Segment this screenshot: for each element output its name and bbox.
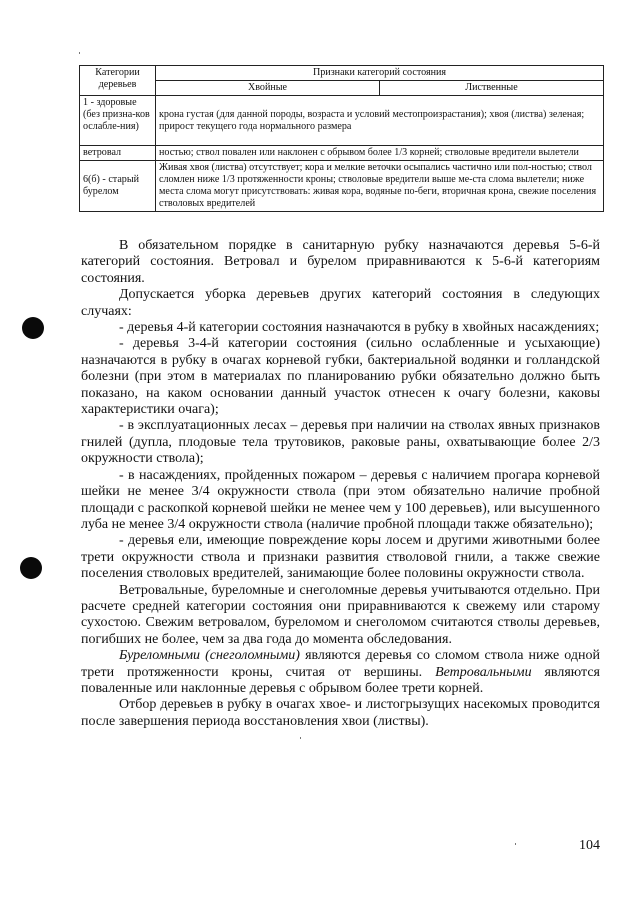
table-cell-category: 1 - здоровые (без призна-ков ослабле-ния) [80,96,156,146]
table-row [80,161,604,212]
punch-hole [22,317,44,339]
header-deciduous: Лиственные [380,81,604,96]
paragraph: Допускается уборка деревьев других категорий состояния в следующих случаях: [81,287,600,319]
tree-condition-table [79,65,604,212]
page-number: 104 [579,838,600,853]
list-item: - в насаждениях, пройденных пожаром – деревья с наличием прогара корневой шейки не менее 3/4 окружности ствола (при этом обязательно наличие пробной площади с раскопкой корневой шейки не менее чем у 100 деревьев), или высушенного луба не менее 3/4 окружности ствола (наличие пробной площади также обязательно); [81,467,600,532]
paragraph-text: являются поваленные или наклонные деревья с обрывом более трети корней. [81,664,600,696]
header-categories: Категории деревьев [80,66,156,96]
scan-speck [79,52,80,54]
table-row [80,146,604,161]
list-item: - в эксплуатационных лесах – деревья при наличии на стволах явных признаков гнилей (дупла, плодовые тела трутовиков, раковые раны, охватывающие более 2/3 окружности ствола); [81,418,600,467]
emphasis-term: Буреломными (снеголомными) [119,648,300,664]
paragraph-text: являются деревья со сломом ствола ниже одной трети протяженности кроны, считая от вершины. [81,648,600,680]
table-cell-category: 6(б) - старый бурелом [80,161,156,212]
header-signs: Признаки категорий состояния [156,66,604,81]
table-cell-signs: крона густая (для данной породы, возраста и условий местопроизрастания); хвоя (листва) зеленая; прирост текущего года нормального размера [156,96,604,146]
table-subheader-row [80,81,604,96]
list-item: - деревья 3-4-й категории состояния (сильно ослабленные и усыхающие) назначаются в рубку в очагах корневой губки, бактериальной водянки и голландской болезни (при этом в материалах по планированию рубки обязательно должно быть показано, на каком основании данный участок отнесен к очагу болезни, каковы характеристики очага); [81,336,600,418]
scan-speck [515,843,516,845]
table-row [80,96,604,146]
header-conifers: Хвойные [156,81,380,96]
table-cell-signs: Живая хвоя (листва) отсутствует; кора и мелкие веточки осыпались частично или пол-ностью; ствол сломлен ниже 1/3 протяженности кроны; стволовые вредители выше ме-ста слома вылетели; ниже места слома могут присутствовать: живая кора, водяные по-беги, вторичная крона, свежие поселения стволовых вредителей [156,161,604,212]
body-text [81,238,600,730]
emphasis-term: Ветровальными [435,664,532,680]
paragraph: Ветровальные, буреломные и снеголомные деревья учитываются отдельно. При расчете средней категории состояния они приравниваются к свежему или старому сухостою. Свежим ветровалом, буреломом и снеголомом считаются стволы деревьев, погибших не более, чем за два года до момента обследования. [81,582,600,647]
paragraph [81,648,600,697]
punch-hole [20,557,42,579]
paragraph: Отбор деревьев в рубку в очагах хвое- и листогрызущих насекомых проводится после завершения периода восстановления хвои (листвы). [81,697,600,729]
list-item: - деревья ели, имеющие повреждение коры лосем и другими животными более трети окружности ствола и признаки развития стволовой гнили, а также свежие поселения стволовых вредителей, занимающие более половины окружности ствола. [81,533,600,582]
table-cell-category: ветровал [80,146,156,161]
table-header-row [80,66,604,81]
list-item: - деревья 4-й категории состояния назначаются в рубку в хвойных насаждениях; [119,320,600,336]
scan-speck [300,737,301,739]
table-cell-signs: ностью; ствол повален или наклонен с обрывом более 1/3 корней; стволовые вредители вылетели [156,146,604,161]
paragraph: В обязательном порядке в санитарную рубку назначаются деревья 5-6-й категорий состояния. Ветровал и бурелом приравниваются к 5-6-й категориям состояния. [81,238,600,286]
